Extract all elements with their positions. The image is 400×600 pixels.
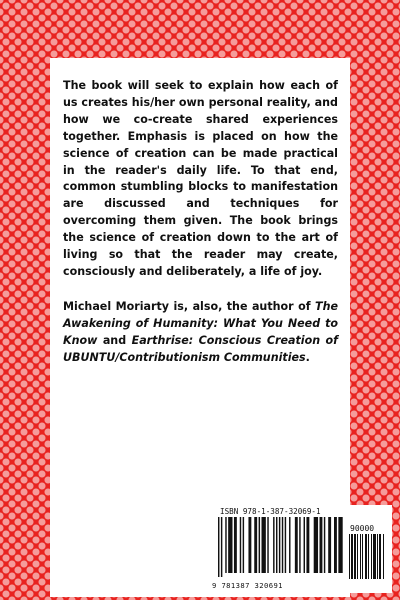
author-note-period: . bbox=[305, 350, 310, 364]
price-code: 90000 bbox=[350, 524, 375, 533]
author-note bbox=[63, 299, 338, 367]
author-note-lead: Michael Moriarty is, also, the author of bbox=[63, 299, 315, 313]
isbn-barcode-block bbox=[208, 505, 392, 593]
author-note-joiner: and bbox=[97, 333, 132, 347]
barcode-digits: 9 781387 320691 bbox=[212, 581, 283, 590]
book-blurb: The book will seek to explain how each of us creates his/her own personal reality, and how we co-create shared experiences together. Emphasis is placed on how the science of creation can be made practical in the reader's daily life. To that end, common stumbling blocks to manifestation are discussed and techniques for overcoming them given. The book brings the science of creation down to the art of living so that the reader may create, consciously and deliberately, a life of joy. bbox=[63, 79, 338, 278]
book-title-awakening: The Awakening of Humanity: What You Need to Know bbox=[63, 299, 338, 347]
price-addon-barcode bbox=[349, 534, 385, 579]
isbn-label: ISBN 978-1-387-32069-1 bbox=[220, 507, 321, 516]
isbn-barcode bbox=[218, 517, 344, 579]
book-title-earthrise-text: Earthrise: Conscious Creation of UBUNTU/Contributionism Communities bbox=[63, 333, 338, 364]
